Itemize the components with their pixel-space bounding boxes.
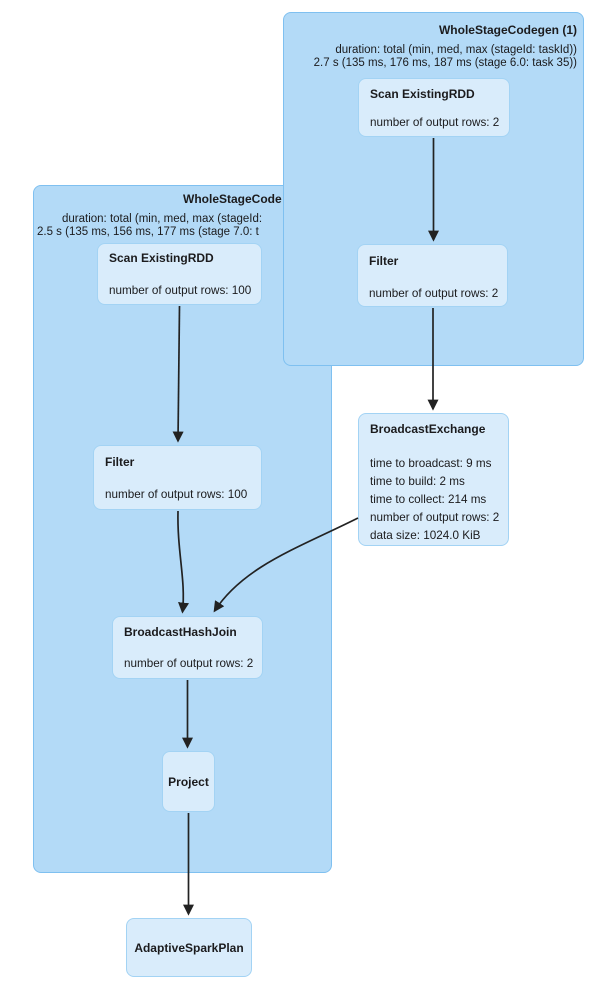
cluster-duration-line1: duration: total (min, med, max (stageId: — [62, 213, 263, 225]
node-metric: number of output rows: 2 — [370, 116, 500, 129]
plan-node-broadcasthashjoin[interactable] — [112, 616, 263, 679]
node-metric: number of output rows: 100 — [105, 488, 248, 501]
node-title: Scan ExistingRDD — [109, 251, 214, 265]
plan-node-scan-existingrdd-2[interactable] — [97, 243, 262, 305]
node-metric: number of output rows: 100 — [109, 284, 252, 297]
node-title: BroadcastExchange — [370, 422, 486, 436]
node-title: BroadcastHashJoin — [124, 625, 237, 639]
plan-node-filter-1[interactable] — [357, 244, 508, 307]
node-metric: time to collect: 214 ms — [370, 493, 487, 506]
cluster-title: WholeStageCode — [183, 192, 282, 206]
cluster-duration-line1: duration: total (min, med, max (stageId: taskId)) — [335, 44, 577, 56]
node-metric: number of output rows: 2 — [369, 287, 499, 300]
cluster-title: WholeStageCodegen (1) — [438, 23, 577, 37]
node-title: Project — [168, 774, 209, 789]
node-metric: number of output rows: 2 — [370, 511, 500, 524]
cluster-duration-line2: 2.5 s (135 ms, 156 ms, 177 ms (stage 7.0: t — [37, 226, 259, 238]
node-metric: time to broadcast: 9 ms — [370, 457, 492, 470]
node-metric: data size: 1024.0 KiB — [370, 529, 481, 542]
node-title: Filter — [105, 455, 135, 469]
node-title: Scan ExistingRDD — [370, 87, 475, 101]
plan-node-broadcastexchange[interactable] — [358, 413, 509, 546]
plan-node-scan-existingrdd-1[interactable] — [358, 78, 510, 137]
plan-node-filter-2[interactable] — [93, 445, 262, 510]
plan-node-project[interactable] — [162, 751, 215, 812]
node-title: Filter — [369, 254, 399, 268]
cluster-duration-line2: 2.7 s (135 ms, 176 ms, 187 ms (stage 6.0: task 35)) — [313, 57, 577, 69]
node-title: AdaptiveSparkPlan — [134, 940, 244, 955]
node-metric: number of output rows: 2 — [124, 657, 254, 670]
node-metric: time to build: 2 ms — [370, 475, 465, 488]
plan-node-adaptivesparkplan[interactable] — [126, 918, 252, 977]
cluster-wholestagecodegen-1 — [283, 12, 584, 366]
